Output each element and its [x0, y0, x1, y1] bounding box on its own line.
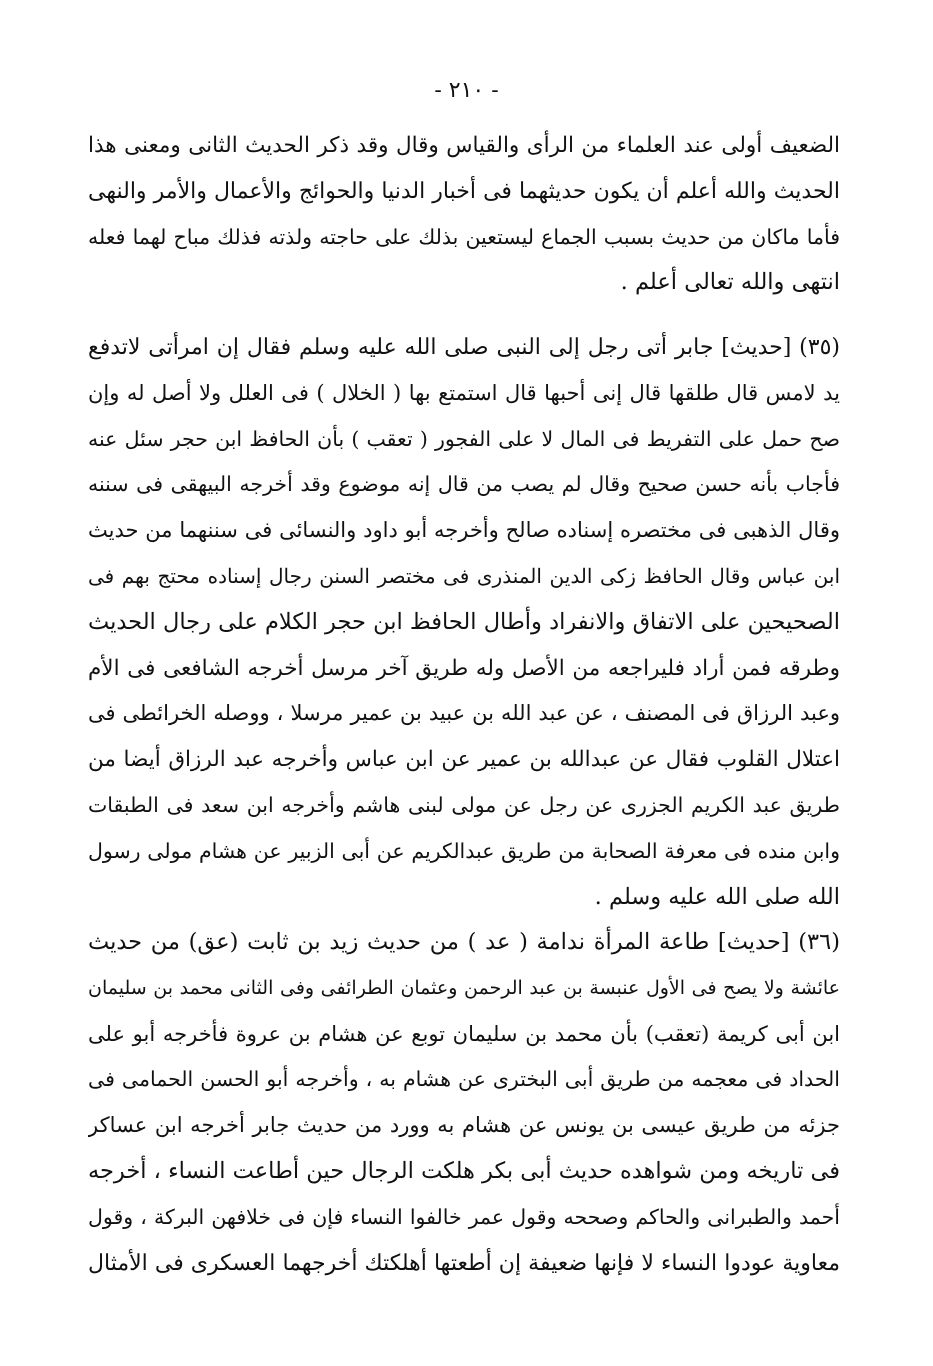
text-line: فى تاريخه ومن شواهده حديث أبى بكر هلكت الرجال حين أطاعت النساء ، أخرجه	[88, 1157, 840, 1184]
text-line: الحداد فى معجمه من طريق أبى البخترى عن هشام به ، وأخرجه أبو الحسن الحمامى فى	[88, 1067, 840, 1092]
text-line: فأما ماكان من حديث بسبب الجماع ليستعين بذلك على حاجته ولذته فذلك مباح لهما فعله	[88, 224, 840, 249]
text-line: فأجاب بأنه حسن صحيح وقال لم يصب من قال إنه موضوع وقد أخرجه البيهقى فى سننه	[88, 472, 840, 497]
text-line: وقال الذهبى فى مختصره إسناده صالح وأخرجه أبو داود والنسائى فى سننهما من حديث	[88, 518, 840, 543]
paragraph-hadith-35	[88, 325, 840, 920]
text-line: وعبد الرزاق فى المصنف ، عن عبد الله بن عبيد بن عمير مرسلا ، ووصله الخرائطى فى	[88, 701, 840, 726]
text-line: ابن عباس وقال الحافظ زكى الدين المنذرى فى مختصر السنن رجال إسناده محتج بهم فى	[88, 563, 840, 588]
text-line: وابن منده فى معرفة الصحابة من طريق عبدالكريم عن أبى الزبير عن هشام مولى رسول	[88, 838, 840, 863]
text-line: طريق عبد الكريم الجزرى عن رجل عن مولى لبنى هاشم وأخرجه ابن سعد فى الطبقات	[88, 792, 840, 817]
text-line: (٣٦) [حديث] طاعة المرأة ندامة ( عد ) من حديث زيد بن ثابت (عق) من حديث	[88, 929, 840, 955]
text-line: الله صلى الله عليه وسلم .	[594, 883, 840, 910]
text-line: اعتلال القلوب فقال عن عبدالله بن عمير عن ابن عباس وأخرجه عبد الرزاق أيضا من	[88, 747, 840, 773]
text-line: أحمد والطبرانى والحاكم وصححه وقول عمر خالفوا النساء فإن فى خلافهن البركة ، وقول	[88, 1204, 840, 1229]
text-line: معاوية عودوا النساء لا فإنها ضعيفة إن أطعتها أهلكتك أخرجهما العسكرى فى الأمثال	[88, 1250, 840, 1276]
paragraph-continuation	[88, 123, 840, 306]
text-line: وطرقه فمن أراد فليراجعه من الأصل وله طريق آخر مرسل أخرجه الشافعى فى الأم	[88, 655, 840, 681]
text-line: جزئه من طريق عيسى بن يونس عن هشام به وورد من حديث جابر أخرجه ابن عساكر	[88, 1113, 840, 1138]
text-line: انتهى والله تعالى أعلم .	[620, 269, 840, 296]
text-line: (٣٥) [حديث] جابر أتى رجل إلى النبى صلى الله عليه وسلم فقال إن امرأتى لاتدفع	[88, 335, 840, 360]
text-line: صح حمل على التفريط فى المال لا على الفجور ( تعقب ) بأن الحافظ ابن حجر سئل عنه	[88, 426, 840, 451]
text-line: عائشة ولا يصح فى الأول عنبسة بن عبد الرحمن وعثمان الطرائفى وفى الثانى محمد بن سليمان	[88, 976, 840, 999]
page-number: - ٢١٠ -	[434, 78, 499, 103]
text-line: الضعيف أولى عند العلماء من الرأى والقياس وقال وقد ذكر الحديث الثانى ومعنى هذا	[88, 133, 840, 158]
text-line: يد لامس قال طلقها قال إنى أحبها قال استمتع بها ( الخلال ) فى العلل ولا أصل له وإن	[88, 380, 840, 405]
paragraph-hadith-36	[88, 920, 840, 1286]
text-line: ابن أبى كريمة (تعقب) بأن محمد بن سليمان توبع عن هشام بن عروة فأخرجه أبو على	[88, 1021, 840, 1046]
text-line: الصحيحين على الاتفاق والانفراد وأطال الحافظ ابن حجر الكلام على رجال الحديث	[88, 608, 840, 635]
text-line: الحديث والله أعلم أن يكون حديثهما فى أخبار الدنيا والحوائج والأعمال والأمر والنهى	[88, 178, 840, 204]
